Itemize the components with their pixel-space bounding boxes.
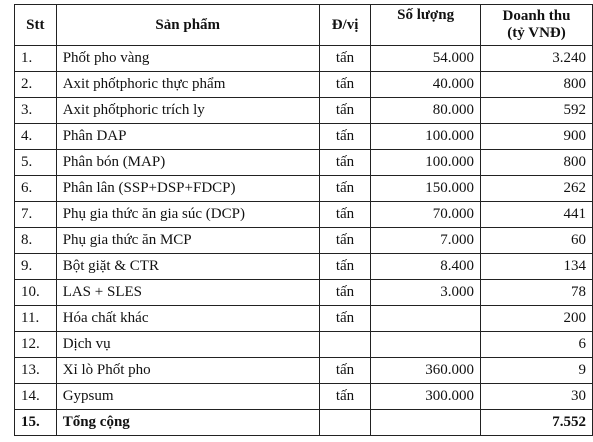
cell-unit: tấn	[319, 98, 370, 124]
cell-product: Hóa chất khác	[56, 306, 319, 332]
cell-stt: 2.	[15, 72, 57, 98]
header-product: Sản phẩm	[56, 5, 319, 46]
cell-quantity: 3.000	[371, 280, 481, 306]
cell-revenue: 800	[481, 150, 593, 176]
cell-quantity: 8.400	[371, 254, 481, 280]
cell-product: Phân DAP	[56, 124, 319, 150]
cell-stt: 5.	[15, 150, 57, 176]
cell-product: Gypsum	[56, 384, 319, 410]
cell-revenue: 800	[481, 72, 593, 98]
cell-unit: tấn	[319, 46, 370, 72]
table-row	[15, 72, 593, 98]
cell-quantity: 100.000	[371, 124, 481, 150]
cell-stt: 12.	[15, 332, 57, 358]
cell-unit: tấn	[319, 202, 370, 228]
cell-revenue: 592	[481, 98, 593, 124]
table-row	[15, 176, 593, 202]
cell-product: Axit phốtphoric thực phẩm	[56, 72, 319, 98]
cell-product: Bột giặt & CTR	[56, 254, 319, 280]
cell-quantity: 80.000	[371, 98, 481, 124]
cell-quantity	[371, 410, 481, 436]
cell-unit: tấn	[319, 254, 370, 280]
cell-stt: 7.	[15, 202, 57, 228]
cell-quantity	[371, 332, 481, 358]
header-revenue-line1: Doanh thu	[502, 8, 571, 24]
cell-product: Dịch vụ	[56, 332, 319, 358]
table-row	[15, 228, 593, 254]
cell-product: Xỉ lò Phốt pho	[56, 358, 319, 384]
table-row	[15, 150, 593, 176]
cell-unit: tấn	[319, 358, 370, 384]
cell-unit: tấn	[319, 72, 370, 98]
table-row	[15, 46, 593, 72]
cell-revenue: 7.552	[481, 410, 593, 436]
cell-product: Phụ gia thức ăn MCP	[56, 228, 319, 254]
cell-quantity: 40.000	[371, 72, 481, 98]
cell-quantity: 54.000	[371, 46, 481, 72]
cell-stt: 3.	[15, 98, 57, 124]
cell-revenue: 30	[481, 384, 593, 410]
header-stt: Stt	[15, 5, 57, 46]
cell-revenue: 200	[481, 306, 593, 332]
cell-stt: 4.	[15, 124, 57, 150]
cell-unit: tấn	[319, 150, 370, 176]
cell-unit: tấn	[319, 176, 370, 202]
cell-stt: 8.	[15, 228, 57, 254]
table-row	[15, 202, 593, 228]
total-row	[15, 410, 593, 436]
cell-stt: 9.	[15, 254, 57, 280]
cell-product: Axit phốtphoric trích ly	[56, 98, 319, 124]
cell-revenue: 134	[481, 254, 593, 280]
header-unit: Đ/vị	[319, 5, 370, 46]
cell-stt: 1.	[15, 46, 57, 72]
cell-product: Tổng cộng	[56, 410, 319, 436]
table-row	[15, 332, 593, 358]
cell-unit: tấn	[319, 228, 370, 254]
cell-stt: 6.	[15, 176, 57, 202]
cell-stt: 14.	[15, 384, 57, 410]
cell-product: Phân bón (MAP)	[56, 150, 319, 176]
cell-stt: 10.	[15, 280, 57, 306]
cell-quantity: 70.000	[371, 202, 481, 228]
table-body	[15, 46, 593, 436]
cell-unit: tấn	[319, 384, 370, 410]
cell-unit	[319, 332, 370, 358]
cell-quantity: 360.000	[371, 358, 481, 384]
cell-quantity: 7.000	[371, 228, 481, 254]
cell-revenue: 441	[481, 202, 593, 228]
cell-quantity	[371, 306, 481, 332]
cell-revenue: 900	[481, 124, 593, 150]
cell-unit: tấn	[319, 306, 370, 332]
cell-revenue: 6	[481, 332, 593, 358]
product-revenue-table	[14, 4, 593, 436]
cell-revenue: 3.240	[481, 46, 593, 72]
cell-quantity: 300.000	[371, 384, 481, 410]
cell-revenue: 9	[481, 358, 593, 384]
table-row	[15, 98, 593, 124]
cell-stt: 13.	[15, 358, 57, 384]
cell-product: Phân lân (SSP+DSP+FDCP)	[56, 176, 319, 202]
header-revenue	[481, 5, 593, 46]
cell-product: LAS + SLES	[56, 280, 319, 306]
table-header-row	[15, 5, 593, 46]
cell-product: Phụ gia thức ăn gia súc (DCP)	[56, 202, 319, 228]
cell-revenue: 78	[481, 280, 593, 306]
cell-quantity: 150.000	[371, 176, 481, 202]
cell-stt: 15.	[15, 410, 57, 436]
cell-unit	[319, 410, 370, 436]
product-revenue-table-container	[14, 4, 593, 436]
header-revenue-line2: (tỷ VNĐ)	[507, 25, 566, 41]
cell-revenue: 60	[481, 228, 593, 254]
cell-unit: tấn	[319, 280, 370, 306]
header-quantity: Số lượng	[371, 5, 481, 46]
table-row	[15, 384, 593, 410]
cell-quantity: 100.000	[371, 150, 481, 176]
cell-revenue: 262	[481, 176, 593, 202]
cell-stt: 11.	[15, 306, 57, 332]
table-row	[15, 254, 593, 280]
cell-unit: tấn	[319, 124, 370, 150]
table-row	[15, 358, 593, 384]
table-row	[15, 280, 593, 306]
cell-product: Phốt pho vàng	[56, 46, 319, 72]
table-row	[15, 124, 593, 150]
table-row	[15, 306, 593, 332]
